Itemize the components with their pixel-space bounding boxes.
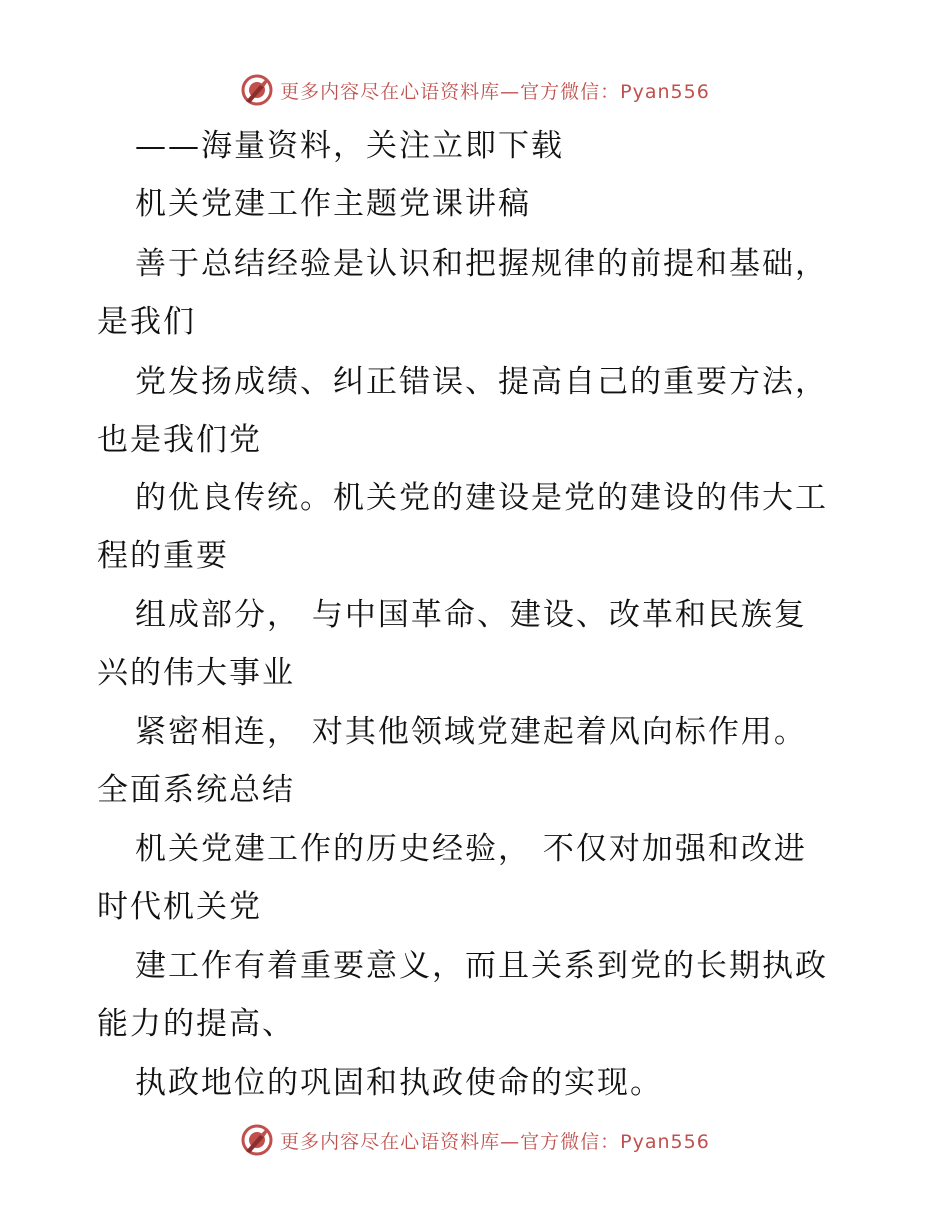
body-line: 的优良传统。机关党的建设是党的建设的伟大工 [135,480,828,516]
watermark-text: 更多内容尽在心语资料库—官方微信：Pyan556 [280,1130,710,1153]
body-line: 党发扬成绩、纠正错误、提高自己的重要方法， [135,364,828,400]
body-line: 兴的伟大事业 [97,655,295,691]
body-line: 执政地位的巩固和执政使命的实现。 [135,1065,663,1101]
body-line: 建工作有着重要意义，而且关系到党的长期执政 [135,948,828,984]
body-line: 机关党建工作主题党课讲稿 [135,186,531,222]
body-line: 能力的提高、 [97,1006,295,1042]
body-line: 程的重要 [97,538,229,574]
body-line: 组成部分， 与中国革命、建设、改革和民族复 [135,597,807,633]
body-line: 是我们 [97,304,196,340]
footer-watermark [0,1120,950,1160]
body-line: 全面系统总结 [97,772,295,808]
body-line: 也是我们党 [97,422,262,458]
body-line: 紧密相连， 对其他领域党建起着风向标作用。 [135,714,807,750]
body-line: 善于总结经验是认识和把握规律的前提和基础， [135,246,828,282]
body-line: 时代机关党 [97,889,262,925]
body-line: 机关党建工作的历史经验， 不仅对加强和改进 [135,831,807,867]
body-line: ——海量资料，关注立即下载 [135,128,564,164]
watermark-text: 更多内容尽在心语资料库—官方微信：Pyan556 [280,80,710,103]
pen-seal-icon [240,1123,274,1157]
